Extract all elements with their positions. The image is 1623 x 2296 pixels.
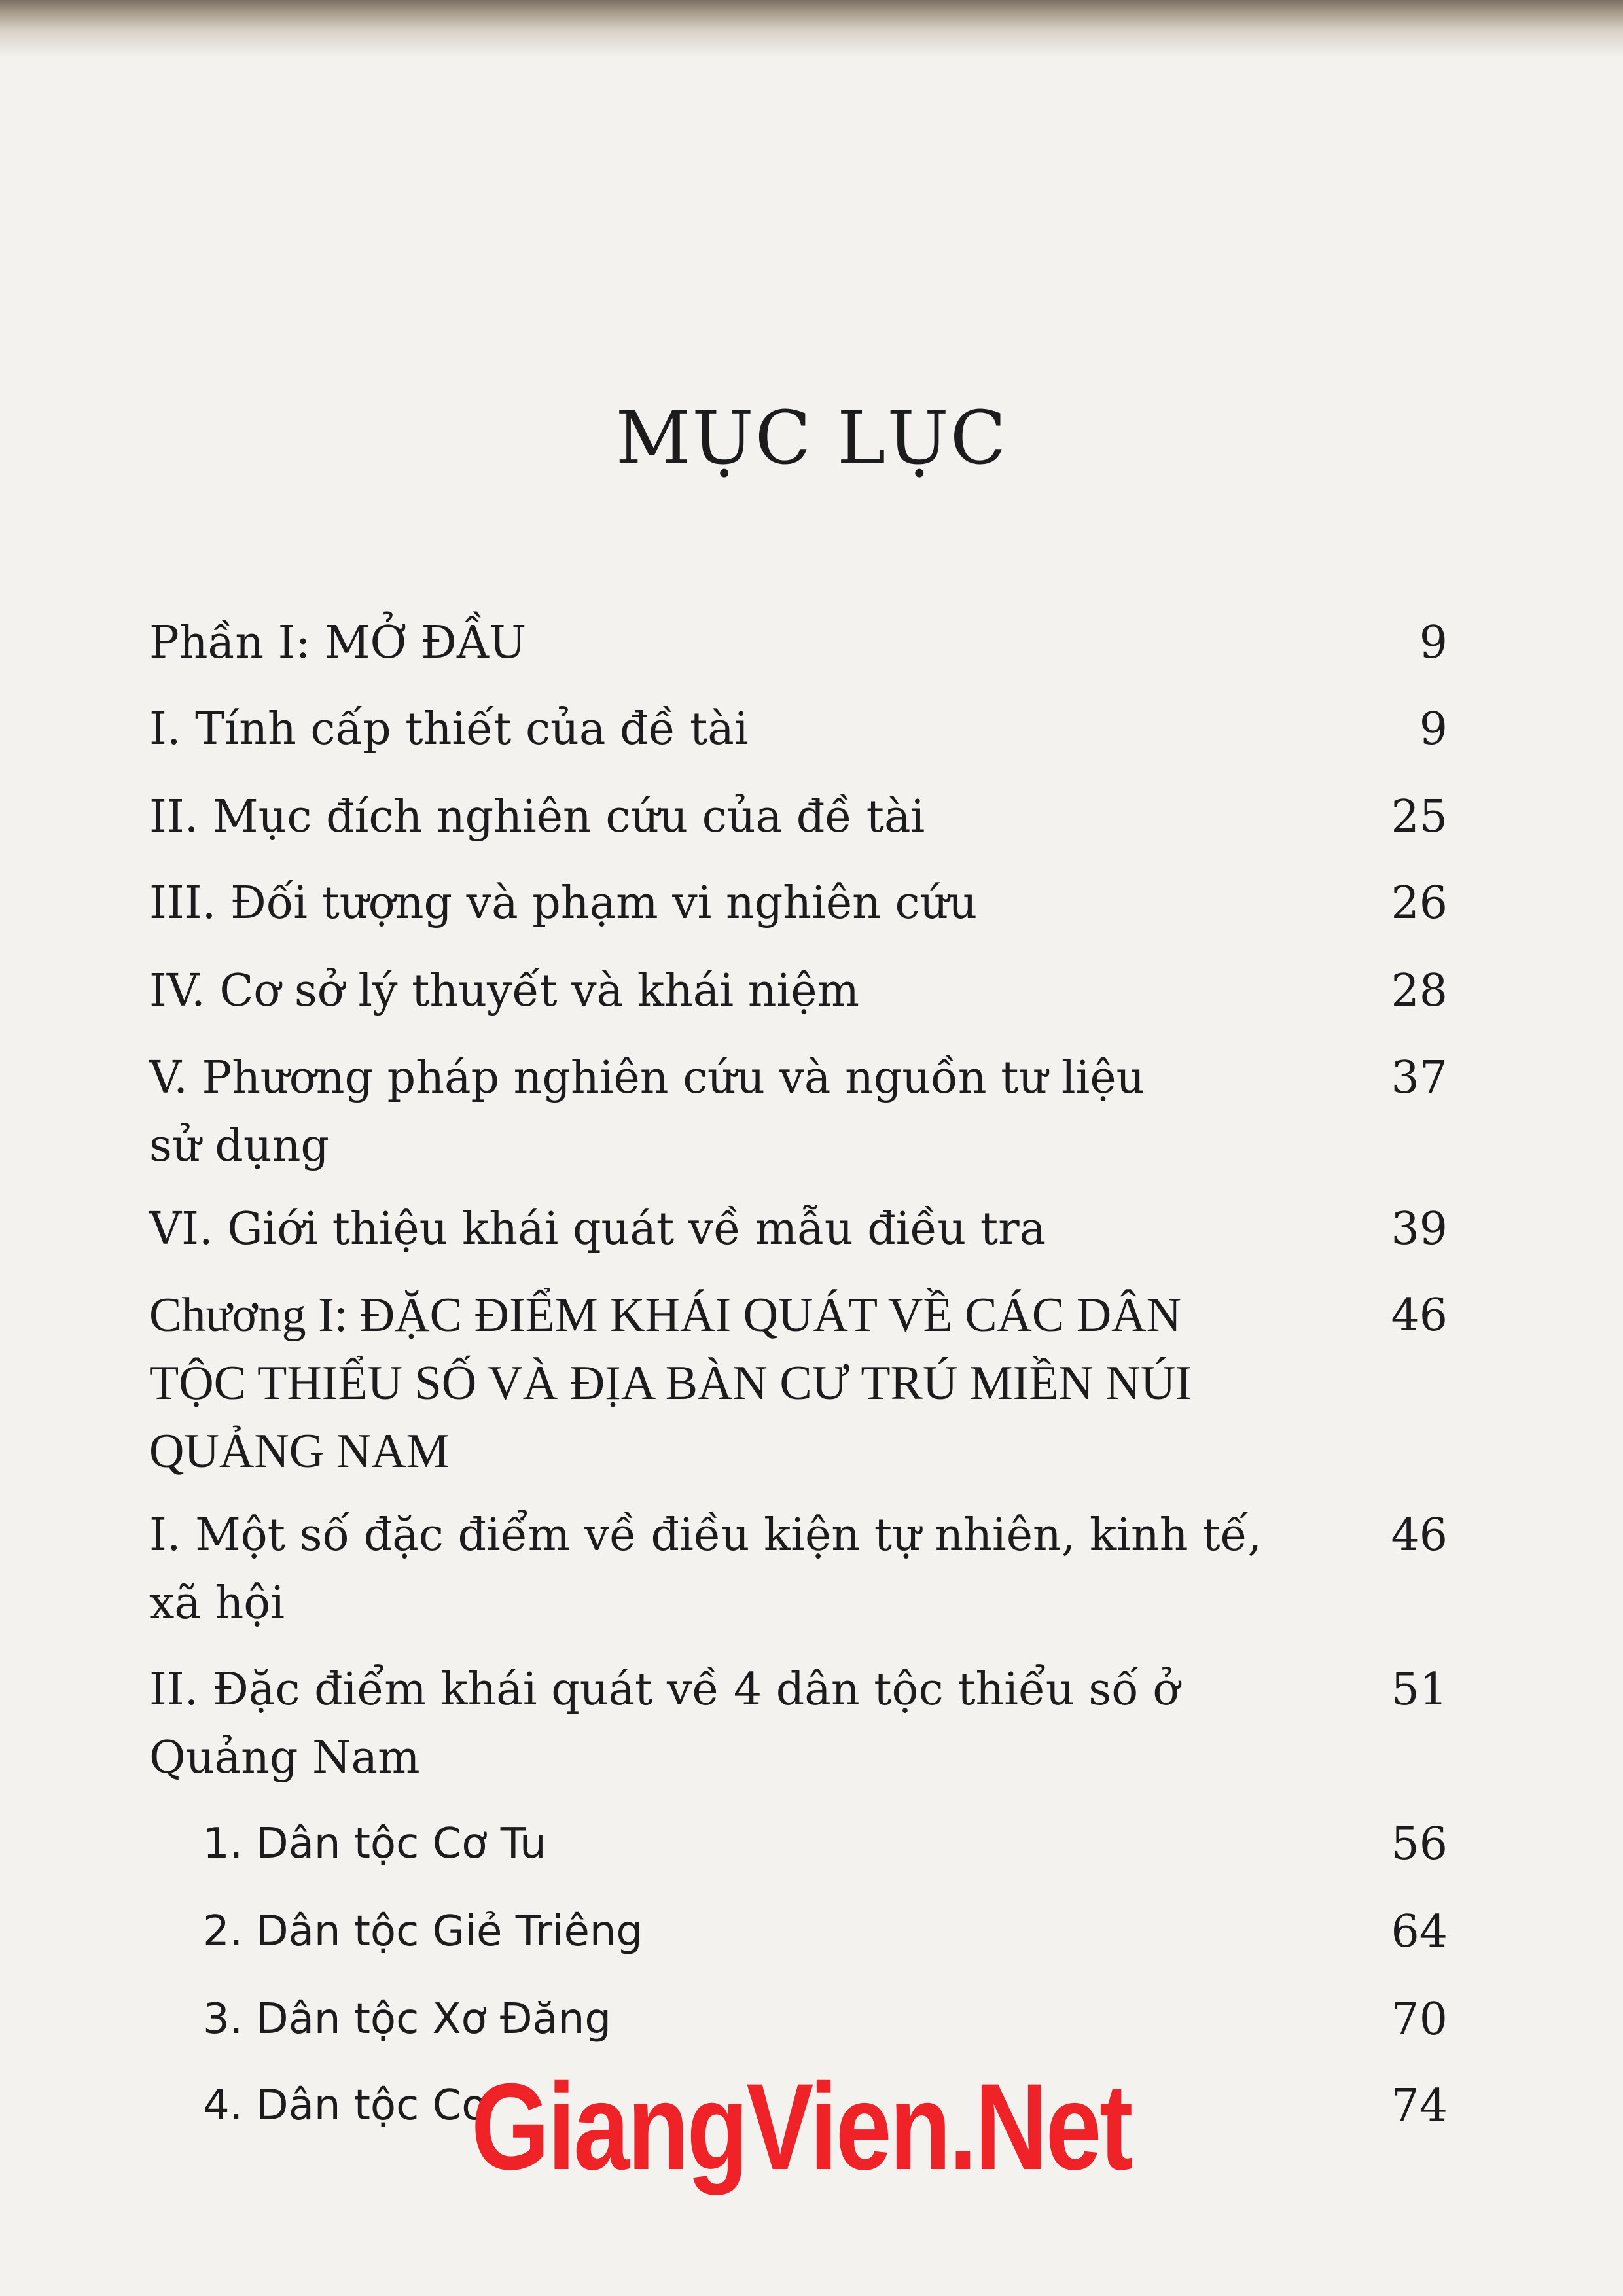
- toc-entry-page: 70: [1391, 1994, 1448, 2045]
- toc-entry-text: Chương I: ĐẶC ĐIỂM KHÁI QUÁT VỀ CÁC DÂN: [149, 1288, 1182, 1342]
- toc-entry-text: 3. Dân tộc Xơ Đăng: [203, 1995, 611, 2043]
- toc-entry-text: II. Mục đích nghiên cứu của đề tài: [149, 791, 925, 843]
- toc-entry-page: 37: [1391, 1052, 1448, 1104]
- toc-entry-text: II. Đặc điểm khái quát về 4 dân tộc thiểu số ở: [149, 1664, 1180, 1716]
- toc-entry-page: 56: [1391, 1818, 1448, 1870]
- toc-entry-page: 26: [1391, 877, 1448, 929]
- toc-entry-text-continued: sử dụng: [149, 1120, 329, 1172]
- toc-entry-text-continued: TỘC THIỂU SỐ VÀ ĐỊA BÀN CƯ TRÚ MIỀN NÚI: [149, 1356, 1192, 1410]
- toc-entry-page: 9: [1419, 703, 1448, 755]
- toc-entry-text-continued: Quảng Nam: [149, 1732, 420, 1784]
- toc-entry-text: V. Phương pháp nghiên cứu và nguồn tư liệu: [149, 1052, 1145, 1104]
- toc-entry-text: 1. Dân tộc Cơ Tu: [203, 1820, 546, 1868]
- toc-entry-text-continued: QUẢNG NAM: [149, 1424, 450, 1478]
- toc-entry-page: 51: [1391, 1664, 1448, 1716]
- toc-entry-page: 39: [1391, 1203, 1448, 1255]
- toc-entry-text: Phần I: MỞ ĐẦU: [149, 617, 527, 669]
- toc-entry-page: 64: [1391, 1906, 1448, 1958]
- toc-entry-page: 46: [1391, 1290, 1448, 1341]
- toc-entry-text: VI. Giới thiệu khái quát về mẫu điều tra: [149, 1203, 1046, 1255]
- toc-entry-text: 2. Dân tộc Giẻ Triêng: [203, 1907, 643, 1956]
- toc-entry-text: I. Một số đặc điểm về điều kiện tự nhiên, kinh tế,: [149, 1510, 1262, 1561]
- toc-entry-text: IV. Cơ sở lý thuyết và khái niệm: [149, 965, 859, 1017]
- toc-entry-page: 46: [1391, 1510, 1448, 1561]
- toc-entry-text: 4. Dân tộc Co: [203, 2081, 488, 2130]
- toc-entry-text: I. Tính cấp thiết của đề tài: [149, 703, 749, 755]
- toc-entry-page: 25: [1391, 791, 1448, 843]
- page-title: MỤC LỤC: [615, 396, 1008, 481]
- toc-entry-text: III. Đối tượng và phạm vi nghiên cứu: [149, 877, 978, 929]
- toc-entry-page: 74: [1391, 2080, 1448, 2132]
- watermark-logo: GiangVien.Net: [471, 2058, 1132, 2195]
- toc-entry-page: 28: [1391, 965, 1448, 1017]
- toc-entry-page: 9: [1419, 617, 1448, 669]
- toc-entry-text-continued: xã hội: [149, 1578, 285, 1629]
